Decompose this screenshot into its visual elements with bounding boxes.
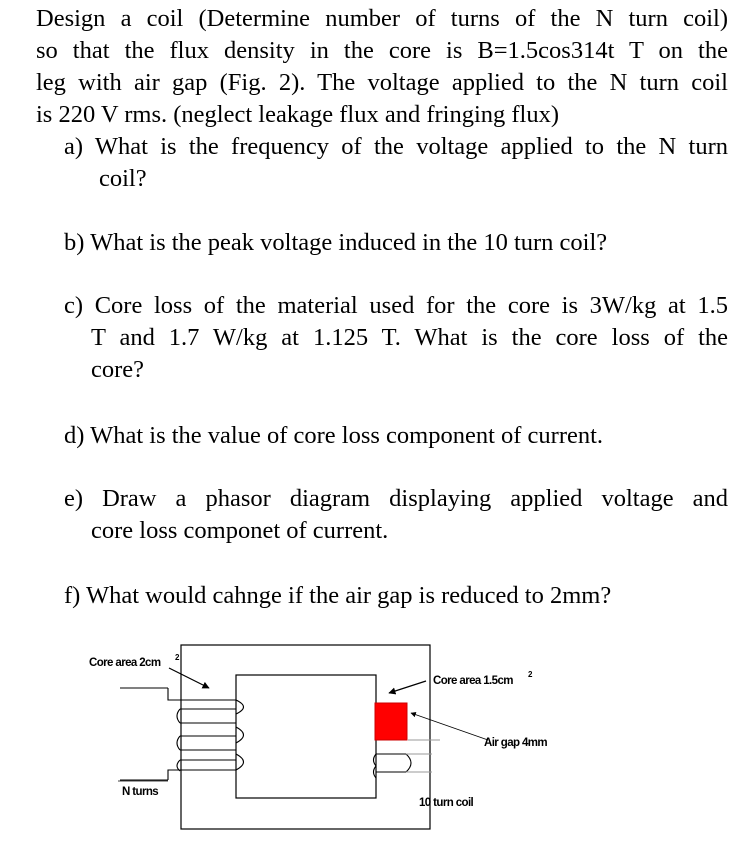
air-gap-label: Air gap 4mm (484, 737, 548, 749)
ten-turn-coil-label: 10 turn coil (419, 797, 474, 809)
air-gap-block (375, 703, 407, 740)
air-gap-arrow (411, 713, 488, 740)
intro-line-3: leg with air gap (Fig. 2). The voltage applied to the N turn coil (36, 69, 728, 96)
question-d: d) What is the value of core loss component of current. (64, 422, 604, 449)
question-c-line-1: c) Core loss of the material used for the core is 3W/kg at 1.5 (64, 292, 728, 319)
question-e-line-2: core loss componet of current. (91, 517, 389, 544)
question-b: b) What is the peak voltage induced in the 10 turn coil? (64, 229, 608, 256)
intro-line-1: Design a coil (Determine number of turns of the N turn coil) (36, 5, 728, 32)
core-area-left-label: Core area 2cm (89, 657, 161, 669)
n-turn-coil (120, 688, 244, 780)
core-area-left-arrow (169, 668, 209, 688)
question-a-line-2: coil? (99, 165, 147, 192)
core-area-right-label: Core area 1.5cm (433, 675, 513, 687)
n-turns-label: N turns (122, 786, 159, 798)
core-area-right-exponent: 2 (528, 670, 533, 679)
question-c-line-3: core? (91, 356, 145, 383)
question-a-line-1: a) What is the frequency of the voltage applied to the N turn (64, 133, 728, 160)
question-f: f) What would cahnge if the air gap is reduced to 2mm? (64, 582, 612, 609)
core-area-right-arrow (389, 681, 426, 693)
intro-line-4: is 220 V rms. (neglect leakage flux and fringing flux) (36, 101, 559, 128)
intro-line-2: so that the flux density in the core is B=1.5cos314t T on the (36, 37, 728, 64)
question-e-line-1: e) Draw a phasor diagram displaying applied voltage and (64, 485, 728, 512)
core-area-left-exponent: 2 (175, 653, 180, 662)
core-window-outline (236, 675, 376, 798)
question-c-line-2: T and 1.7 W/kg at 1.125 T. What is the core loss of the (91, 324, 728, 351)
